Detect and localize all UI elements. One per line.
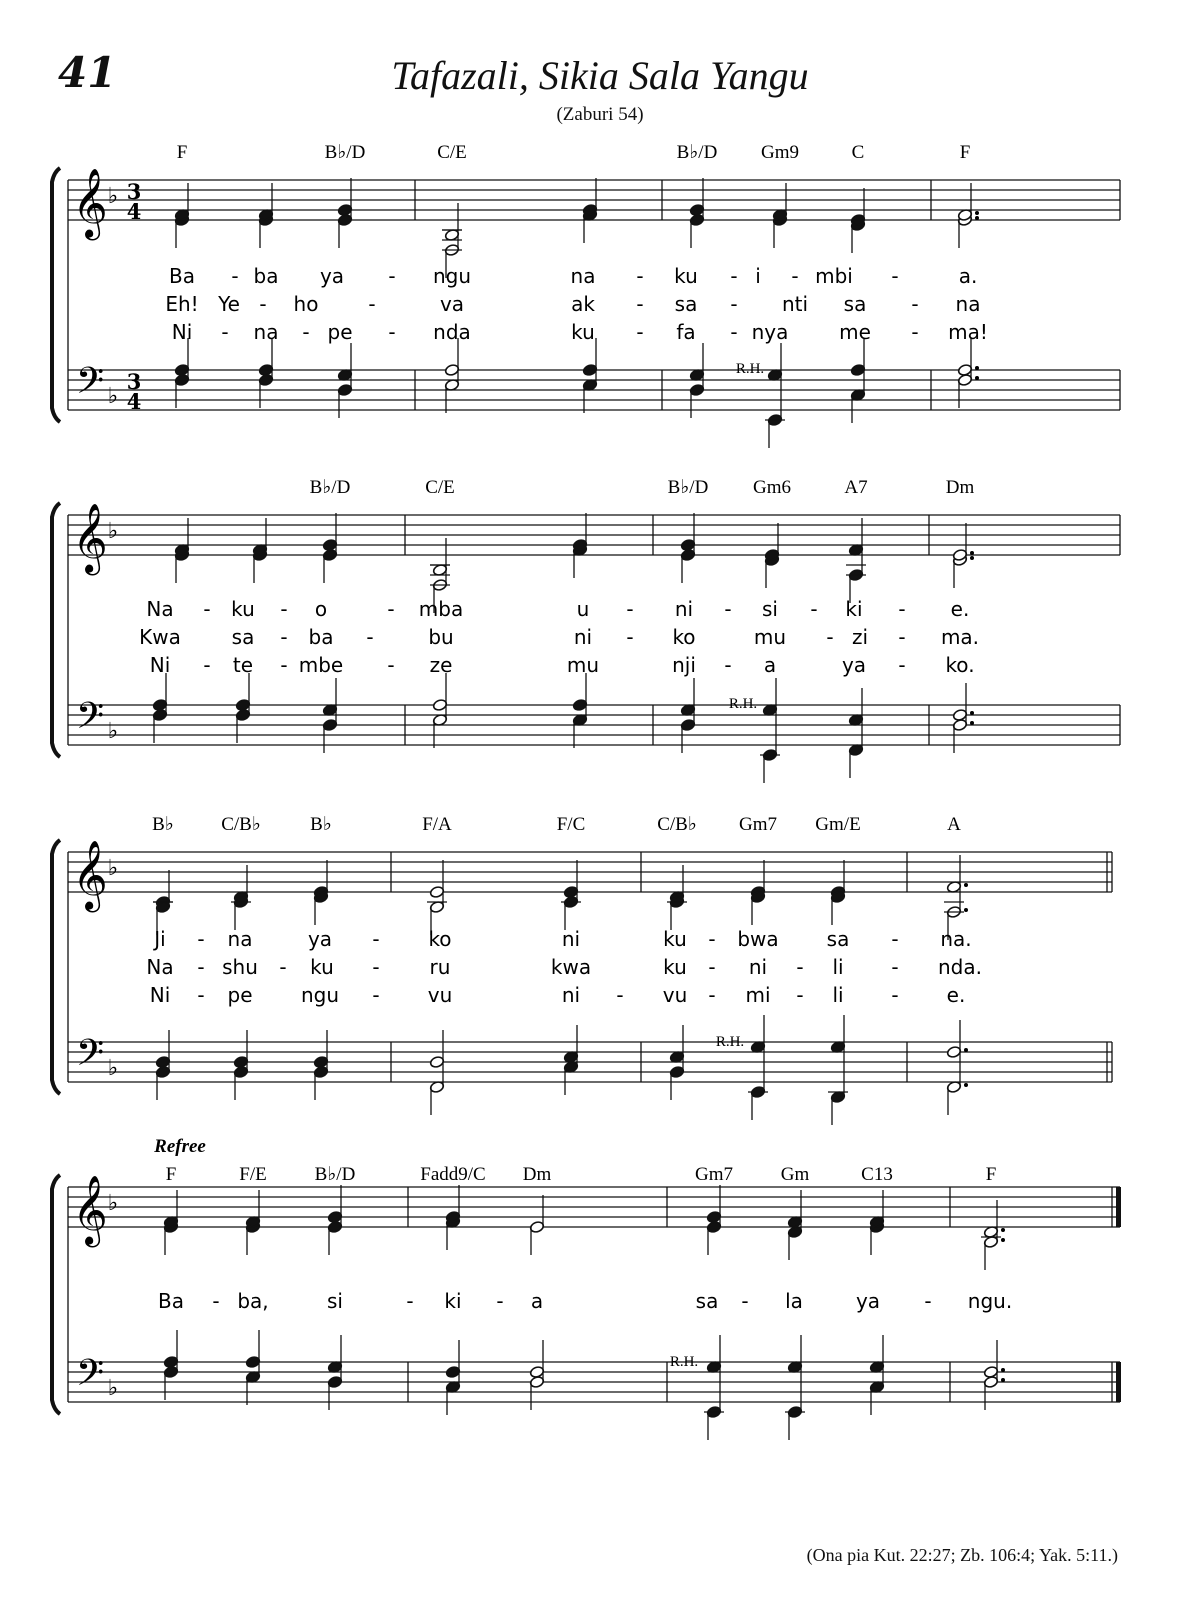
- lyric-syllable: na: [570, 264, 596, 288]
- lyric-syllable: -: [708, 927, 716, 951]
- lyric-syllable: sa: [695, 1289, 719, 1313]
- lyric-syllable: ni: [573, 625, 593, 649]
- lyric-syllable: ma.: [940, 625, 980, 649]
- lyric-syllable: sa: [826, 927, 850, 951]
- lyric-syllable: si: [327, 1289, 343, 1313]
- time-signature-bottom: 4: [126, 389, 142, 414]
- lyric-syllable: si: [762, 597, 778, 621]
- augmentation-dot: [975, 376, 979, 380]
- lyric-syllable: -: [636, 292, 644, 316]
- lyric-syllable: pe: [227, 983, 253, 1007]
- lyric-syllable: ko.: [945, 653, 975, 677]
- lyric-syllable: -: [368, 292, 376, 316]
- augmentation-dot: [1001, 1238, 1005, 1242]
- chord-symbol: Gm7: [739, 814, 777, 835]
- chord-symbol: B♭: [152, 814, 174, 835]
- augmentation-dot: [975, 216, 979, 220]
- lyric-syllable: ko: [428, 927, 452, 951]
- time-signature-top: 3: [126, 179, 142, 204]
- lyric-syllable: -: [197, 927, 205, 951]
- lyric-syllable: -: [724, 597, 732, 621]
- lyric-syllable: -: [406, 1289, 414, 1313]
- lyric-syllable: ni: [748, 955, 768, 979]
- treble-clef-icon: 𝄞: [72, 168, 108, 238]
- lyric-syllable: Ye: [218, 292, 240, 316]
- lyric-syllable: -: [796, 955, 804, 979]
- lyric-syllable: nti: [781, 292, 809, 316]
- lyric-syllable: me: [839, 320, 871, 344]
- lyric-syllable: va: [439, 292, 465, 316]
- lyric-syllable: -: [280, 653, 288, 677]
- system-bracket: [52, 1175, 60, 1414]
- lyric-syllable: zi: [851, 625, 869, 649]
- lyric-syllable: Na: [146, 597, 174, 621]
- lyric-syllable: -: [197, 983, 205, 1007]
- lyric-syllable: vu: [427, 983, 453, 1007]
- lyric-syllable: -: [259, 292, 267, 316]
- treble-clef-icon: 𝄞: [72, 1175, 108, 1245]
- lyric-syllable: Ba: [169, 264, 195, 288]
- treble-clef-icon: 𝄞: [72, 840, 108, 910]
- lyric-syllable: fa: [676, 320, 696, 344]
- chord-symbol: Dm: [945, 477, 975, 498]
- augmentation-dot: [964, 883, 968, 887]
- lyric-syllable: -: [280, 597, 288, 621]
- key-flat-icon: ♭: [107, 384, 119, 409]
- augmentation-dot: [1001, 1228, 1005, 1232]
- lyric-syllable: bwa: [737, 927, 779, 951]
- lyric-syllable: ko: [672, 625, 696, 649]
- bass-clef-icon: 𝄢: [75, 1352, 105, 1403]
- system-bracket: [52, 168, 60, 422]
- lyric-syllable: -: [387, 597, 395, 621]
- chord-symbol: Gm9: [761, 142, 799, 163]
- lyric-syllable: -: [891, 264, 899, 288]
- key-flat-icon: ♭: [107, 856, 119, 881]
- chord-symbol: Gm/E: [815, 814, 861, 835]
- lyric-syllable: -: [898, 597, 906, 621]
- chord-symbol: F/C: [556, 814, 586, 835]
- augmentation-dot: [970, 556, 974, 560]
- lyric-syllable: mbe: [298, 653, 344, 677]
- key-flat-icon: ♭: [107, 519, 119, 544]
- lyric-syllable: Ba: [158, 1289, 184, 1313]
- hymn-subtitle: (Zaburi 54): [556, 104, 644, 125]
- score-system: [52, 142, 1120, 448]
- chord-symbol: Fadd9/C: [420, 1164, 486, 1185]
- lyric-syllable: ya: [855, 1289, 881, 1313]
- lyric-syllable: sa: [843, 292, 867, 316]
- lyric-syllable: a: [763, 653, 777, 677]
- refrain-label: Refree: [154, 1136, 206, 1157]
- time-signature-top: 3: [126, 369, 142, 394]
- lyric-syllable: na.: [940, 927, 972, 951]
- lyric-syllable: ku: [674, 264, 698, 288]
- lyric-syllable: -: [911, 292, 919, 316]
- lyric-syllable: -: [280, 625, 288, 649]
- chord-symbol: F/A: [422, 814, 452, 835]
- lyric-syllable: e.: [946, 983, 966, 1007]
- right-hand-mark: R.H.: [728, 696, 758, 712]
- chord-symbol: F/E: [239, 1164, 267, 1185]
- lyric-syllable: mu: [566, 653, 600, 677]
- chord-symbol: F: [985, 1164, 997, 1185]
- augmentation-dot: [1001, 1378, 1005, 1382]
- lyric-syllable: ya: [841, 653, 867, 677]
- system-bracket: [52, 503, 60, 757]
- augmentation-dot: [975, 211, 979, 215]
- lyric-syllable: ki: [444, 1289, 462, 1313]
- lyric-syllable: mbi: [815, 264, 853, 288]
- lyric-syllable: nda: [433, 320, 471, 344]
- lyric-syllable: ki: [845, 597, 863, 621]
- augmentation-dot: [970, 551, 974, 555]
- lyric-syllable: a.: [958, 264, 978, 288]
- final-barline: [1116, 1187, 1121, 1227]
- chord-symbol: C/B♭: [657, 814, 697, 835]
- lyric-syllable: -: [911, 320, 919, 344]
- lyric-syllable: -: [203, 653, 211, 677]
- lyric-syllable: -: [636, 320, 644, 344]
- lyric-syllable: -: [366, 625, 374, 649]
- key-flat-icon: ♭: [107, 1056, 119, 1081]
- chord-symbol: B♭/D: [309, 477, 351, 498]
- chord-symbol: B♭/D: [314, 1164, 356, 1185]
- lyric-syllable: ma!: [948, 320, 988, 344]
- augmentation-dot: [1001, 1368, 1005, 1372]
- lyric-syllable: Ni: [149, 653, 171, 677]
- chord-symbol: Gm6: [753, 477, 791, 498]
- lyric-syllable: li: [832, 983, 844, 1007]
- lyric-syllable: Ni: [149, 983, 171, 1007]
- scripture-footnote: (Ona pia Kut. 22:27; Zb. 106:4; Yak. 5:11.): [806, 1545, 1118, 1565]
- augmentation-dot: [975, 366, 979, 370]
- chord-symbol: F: [165, 1164, 177, 1185]
- lyric-syllable: -: [708, 983, 716, 1007]
- lyric-syllable: Ji: [154, 927, 166, 951]
- chord-symbol: F: [959, 142, 971, 163]
- lyric-syllable: -: [372, 983, 380, 1007]
- lyric-syllable: Eh!: [165, 292, 199, 316]
- lyric-syllable: -: [891, 927, 899, 951]
- lyric-syllable: mba: [418, 597, 464, 621]
- bass-clef-icon: 𝄢: [75, 1032, 105, 1083]
- lyric-syllable: -: [372, 955, 380, 979]
- lyric-syllable: Kwa: [139, 625, 181, 649]
- lyric-syllable: -: [203, 597, 211, 621]
- lyric-syllable: Na: [146, 955, 174, 979]
- lyric-syllable: na: [253, 320, 279, 344]
- lyric-syllable: -: [810, 597, 818, 621]
- lyric-syllable: o: [314, 597, 328, 621]
- score-system: [52, 477, 1120, 783]
- lyric-syllable: ba: [253, 264, 279, 288]
- lyric-syllable: ku: [663, 955, 687, 979]
- chord-symbol: C/E: [437, 142, 467, 163]
- chord-symbol: Gm: [780, 1164, 810, 1185]
- lyric-syllable: ya: [307, 927, 333, 951]
- treble-clef-icon: 𝄞: [72, 503, 108, 573]
- lyric-syllable: -: [741, 1289, 749, 1313]
- key-flat-icon: ♭: [107, 1191, 119, 1216]
- augmentation-dot: [964, 908, 968, 912]
- lyric-syllable: vu: [662, 983, 688, 1007]
- lyric-syllable: -: [372, 927, 380, 951]
- lyric-syllable: ngu.: [967, 1289, 1013, 1313]
- chord-symbol: A7: [844, 477, 868, 498]
- lyric-syllable: nya: [751, 320, 789, 344]
- chord-symbol: A: [947, 814, 961, 835]
- lyric-syllable: u: [576, 597, 590, 621]
- lyric-syllable: sa: [674, 292, 698, 316]
- lyric-syllable: li: [832, 955, 844, 979]
- lyric-syllable: a: [530, 1289, 544, 1313]
- lyric-syllable: ru: [429, 955, 451, 979]
- lyric-syllable: -: [826, 625, 834, 649]
- lyric-syllable: -: [724, 653, 732, 677]
- lyric-syllable: -: [891, 955, 899, 979]
- right-hand-mark: R.H.: [735, 361, 765, 377]
- lyric-syllable: -: [388, 320, 396, 344]
- lyric-syllable: -: [730, 292, 738, 316]
- lyric-syllable: -: [730, 264, 738, 288]
- lyric-syllable: nda.: [938, 955, 982, 979]
- lyric-syllable: ni: [561, 983, 581, 1007]
- lyric-syllable: Ni: [171, 320, 193, 344]
- chord-symbol: C/B♭: [221, 814, 261, 835]
- lyric-syllable: -: [197, 955, 205, 979]
- chord-symbol: C13: [861, 1164, 893, 1185]
- lyric-syllable: -: [231, 264, 239, 288]
- right-hand-mark: R.H.: [669, 1354, 699, 1370]
- hymn-number: 41: [58, 48, 117, 97]
- lyric-syllable: bu: [428, 625, 454, 649]
- lyric-syllable: la: [785, 1289, 803, 1313]
- bass-clef-icon: 𝄢: [75, 695, 105, 746]
- lyric-syllable: na: [227, 927, 253, 951]
- lyric-syllable: ku: [310, 955, 334, 979]
- chord-symbol: Dm: [522, 1164, 552, 1185]
- lyric-syllable: -: [730, 320, 738, 344]
- chord-symbol: B♭: [310, 814, 332, 835]
- hymn-title: Tafazali, Sikia Sala Yangu: [391, 53, 809, 98]
- lyric-syllable: ngu: [432, 264, 472, 288]
- lyric-syllable: -: [898, 653, 906, 677]
- lyric-syllable: -: [898, 625, 906, 649]
- lyric-syllable: ku: [231, 597, 255, 621]
- lyric-syllable: -: [924, 1289, 932, 1313]
- lyric-syllable: pe: [327, 320, 353, 344]
- lyric-syllable: -: [796, 983, 804, 1007]
- lyric-syllable: -: [891, 983, 899, 1007]
- lyric-syllable: ya: [319, 264, 345, 288]
- lyric-syllable: -: [212, 1289, 220, 1313]
- lyric-syllable: e.: [950, 597, 970, 621]
- augmentation-dot: [970, 711, 974, 715]
- chord-symbol: C/E: [425, 477, 455, 498]
- chord-symbol: B♭/D: [324, 142, 366, 163]
- key-flat-icon: ♭: [107, 1376, 119, 1401]
- lyric-syllable: ku: [571, 320, 595, 344]
- lyric-syllable: shu: [222, 955, 258, 979]
- lyric-syllable: nji: [672, 653, 696, 677]
- lyric-syllable: ni: [674, 597, 694, 621]
- augmentation-dot: [964, 1048, 968, 1052]
- lyric-syllable: -: [496, 1289, 504, 1313]
- bass-clef-icon: 𝄢: [75, 360, 105, 411]
- lyric-syllable: ni: [561, 927, 581, 951]
- lyric-syllable: kwa: [550, 955, 592, 979]
- lyric-syllable: ho: [293, 292, 319, 316]
- key-flat-icon: ♭: [107, 184, 119, 209]
- lyric-syllable: ak: [571, 292, 595, 316]
- chord-symbol: B♭/D: [667, 477, 709, 498]
- augmentation-dot: [970, 721, 974, 725]
- final-barline: [1116, 1362, 1121, 1402]
- lyric-syllable: -: [279, 955, 287, 979]
- lyric-syllable: -: [636, 264, 644, 288]
- lyric-syllable: -: [791, 264, 799, 288]
- key-flat-icon: ♭: [107, 719, 119, 744]
- lyric-syllable: ba: [308, 625, 334, 649]
- right-hand-mark: R.H.: [715, 1034, 745, 1050]
- augmentation-dot: [964, 1083, 968, 1087]
- system-bracket: [52, 840, 60, 1094]
- lyric-syllable: te: [232, 653, 254, 677]
- lyric-syllable: -: [302, 320, 310, 344]
- lyric-syllable: -: [221, 320, 229, 344]
- lyric-syllable: -: [626, 625, 634, 649]
- chord-symbol: B♭/D: [676, 142, 718, 163]
- lyric-syllable: sa: [231, 625, 255, 649]
- lyric-syllable: mi: [745, 983, 771, 1007]
- chord-symbol: C: [851, 142, 865, 163]
- score-system: [52, 1136, 1121, 1440]
- chord-symbol: F: [176, 142, 188, 163]
- lyric-syllable: ze: [429, 653, 453, 677]
- time-signature-bottom: 4: [126, 199, 142, 224]
- lyric-syllable: i: [755, 264, 761, 288]
- lyric-syllable: na: [955, 292, 981, 316]
- lyric-syllable: -: [387, 653, 395, 677]
- lyric-syllable: ba,: [237, 1289, 269, 1313]
- lyric-syllable: ngu: [300, 983, 340, 1007]
- lyric-syllable: -: [388, 264, 396, 288]
- lyric-syllable: -: [708, 955, 716, 979]
- score-system: [52, 814, 1112, 1125]
- lyric-syllable: -: [616, 983, 624, 1007]
- lyric-syllable: ku: [663, 927, 687, 951]
- lyric-syllable: -: [626, 597, 634, 621]
- chord-symbol: Gm7: [695, 1164, 733, 1185]
- lyric-syllable: mu: [753, 625, 787, 649]
